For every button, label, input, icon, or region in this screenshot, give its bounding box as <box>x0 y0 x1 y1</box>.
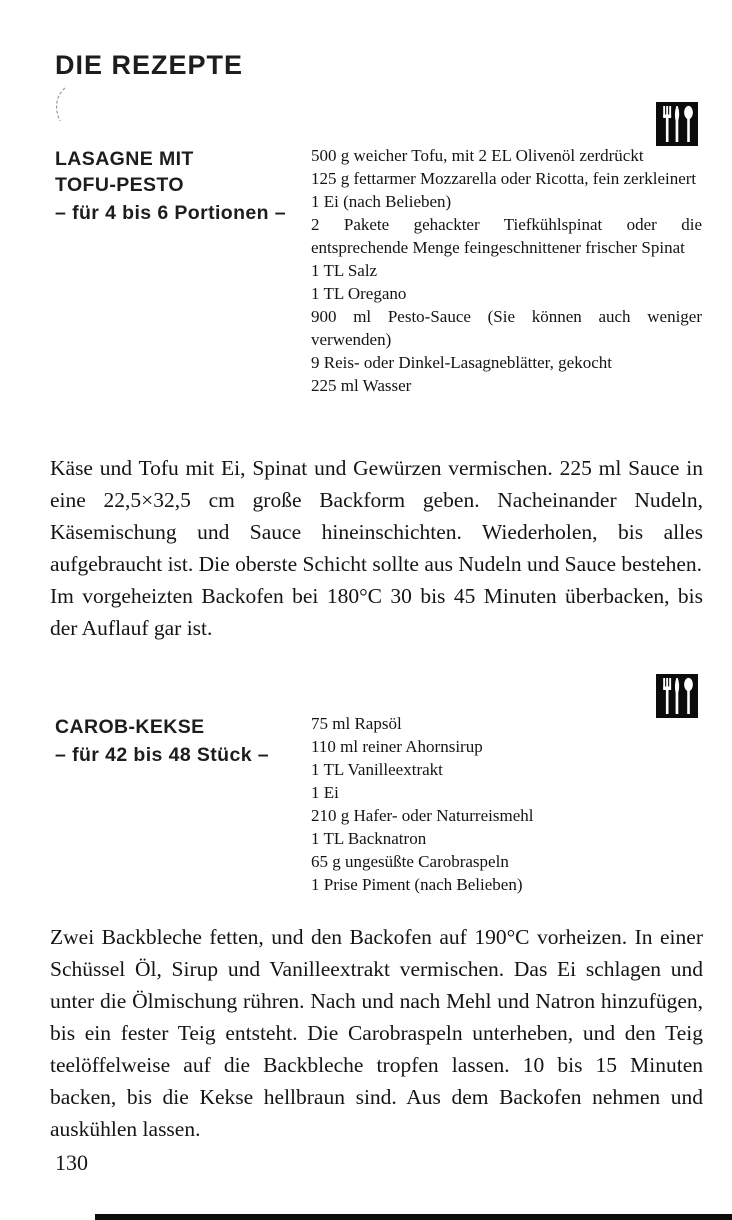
ingredient-item: 225 ml Wasser <box>311 376 412 395</box>
instruction-paragraph: Zwei Backbleche fetten, und den Backofen auf 190°C vorheizen. In einer Schüssel Öl, Sirup und Vanilleextrakt vermischen. Das Ei schlagen und unter die Ölmischung rühren. Nach und nach Mehl und Natron hinzufügen, bis ein fester Teig entsteht. Die Carobraspeln unterheben, und den Teig teelöffelweise auf die Backbleche tropfen lassen. 10 bis 15 Minuten backen, bis die Kekse hellbraun sind. Aus dem Backofen nehmen und auskühlen lassen. <box>50 925 703 1141</box>
instruction-paragraph: Im vorgeheizten Backofen bei 180°C 30 bis 45 Minuten überbacken, bis der Auflauf gar ist. <box>50 584 703 640</box>
ingredient-item: 9 Reis- oder Dinkel-Lasagneblätter, gekocht <box>311 353 612 372</box>
ingredient-item: 1 Ei (nach Belieben) <box>311 192 452 211</box>
recipe-title-line: TOFU-PESTO <box>55 174 184 196</box>
page-number: 130 <box>55 1150 88 1175</box>
ingredient-item: 1 TL Vanilleextrakt <box>311 760 443 779</box>
ingredient-item: 75 ml Rapsöl <box>311 714 402 733</box>
cutlery-icon <box>656 102 698 146</box>
instructions-block <box>50 921 703 1145</box>
ingredient-item: 1 TL Oregano <box>311 284 407 303</box>
recipe-title-line: CAROB-KEKSE <box>55 716 205 738</box>
recipe-title-line: LASAGNE MIT <box>55 148 194 170</box>
recipe-yield: – für 4 bis 6 Portionen – <box>55 202 287 224</box>
ingredient-item: 1 TL Backnatron <box>311 829 427 848</box>
ingredient-item: 1 Prise Piment (nach Belieben) <box>311 875 523 894</box>
ingredient-item: 1 TL Salz <box>311 261 378 280</box>
ingredient-item: 1 Ei <box>311 783 339 802</box>
instruction-paragraph: Käse und Tofu mit Ei, Spinat und Gewürzen vermischen. 225 ml Sauce in eine 22,5×32,5 cm große Backform geben. Nacheinander Nudeln, Käsemischung und Sauce hineinschichten. Wiederholen, bis alles aufgebraucht ist. Die oberste Schicht sollte aus Nudeln und Sauce bestehen. <box>50 456 703 576</box>
ingredient-item: 125 g fettarmer Mozzarella oder Ricotta, fein zerkleinert <box>311 169 697 188</box>
recipe-yield: – für 42 bis 48 Stück – <box>55 744 270 766</box>
recipe-title-block <box>55 714 307 768</box>
ingredient-item: 210 g Hafer- oder Naturreismehl <box>311 806 534 825</box>
ingredient-item: 900 ml Pesto-Sauce (Sie können auch weniger verwenden) <box>311 307 702 349</box>
ingredient-item: 65 g ungesüßte Carobraspeln <box>311 852 509 871</box>
page-title: DIE REZEPTE <box>55 50 244 80</box>
scan-edge-artifact <box>95 1214 732 1220</box>
ingredient-list <box>311 712 702 896</box>
instructions-block <box>50 452 703 644</box>
ingredient-list <box>311 144 702 397</box>
recipe-title-block <box>55 146 307 226</box>
scan-artifact-mark <box>50 86 74 124</box>
ingredient-item: 110 ml reiner Ahornsirup <box>311 737 483 756</box>
ingredient-item: 500 g weicher Tofu, mit 2 EL Olivenöl zerdrückt <box>311 146 644 165</box>
ingredient-item: 2 Pakete gehackter Tiefkühlspinat oder die entsprechende Menge feingeschnittener frischer Spinat <box>311 215 702 257</box>
